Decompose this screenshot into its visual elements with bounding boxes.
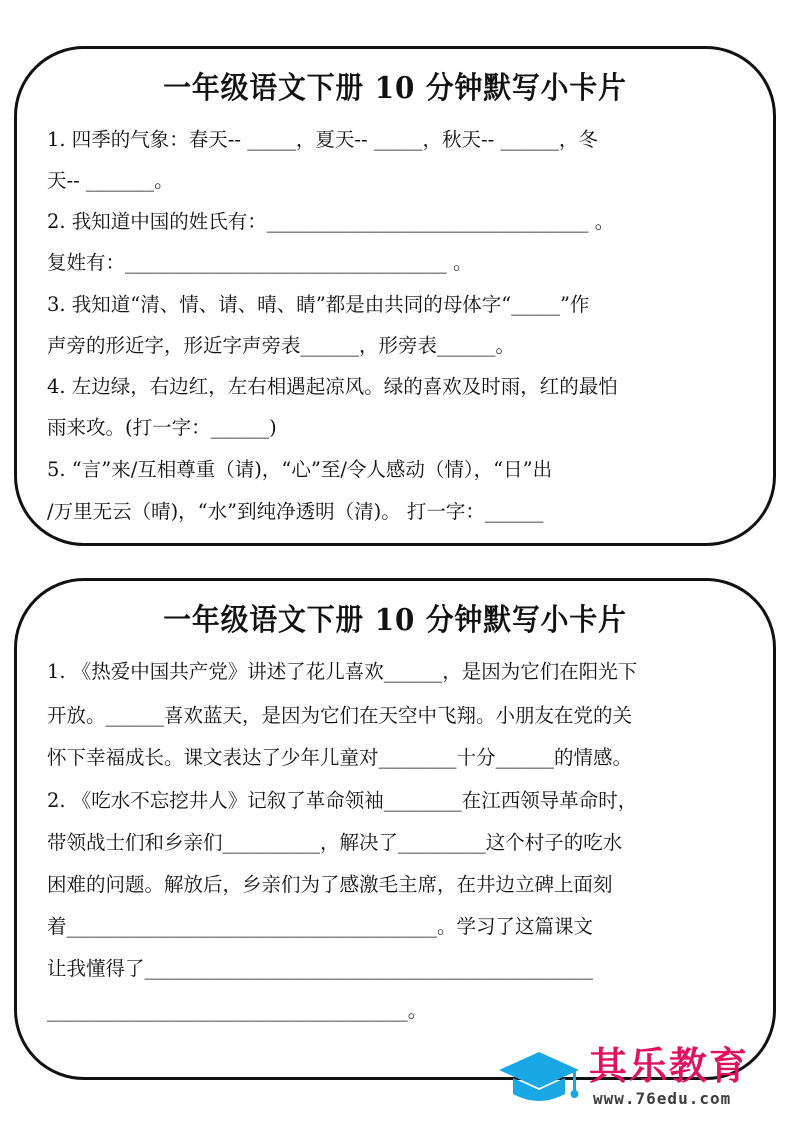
card-line: 开放。______喜欢蓝天，是因为它们在天空中飞翔。小朋友在党的关 <box>47 704 633 727</box>
card-line: 1. 《热爱中国共产党》讲述了花儿喜欢______，是因为它们在阳光下 <box>47 660 638 683</box>
graduation-cap-icon <box>493 1048 583 1110</box>
card-line: 1. 四季的气象：春天-- _____，夏天-- _____，秋天-- ______，冬 <box>47 128 598 151</box>
card-line: 困难的问题。解放后，乡亲们为了感激毛主席，在井边立碑上面刻 <box>47 873 613 896</box>
card-title: 一年级语文下册 10 分钟默写小卡片 <box>163 71 627 106</box>
card-line: 雨来攻。(打一字：______) <box>47 416 277 439</box>
brand-url: www.76edu.com <box>593 1089 732 1108</box>
dictation-card-1 <box>14 46 776 546</box>
card-line: 2. 我知道中国的姓氏有：_________________________________ 。 <box>47 210 615 233</box>
brand-name: 其乐教育 <box>589 1044 750 1088</box>
card-line: 让我懂得了______________________________________________ <box>47 957 594 980</box>
card-title: 一年级语文下册 10 分钟默写小卡片 <box>163 603 627 638</box>
card-line: 3. 我知道“清、情、请、晴、睛”都是由共同的母体字“_____”作 <box>47 293 590 316</box>
brand-logo <box>493 1042 783 1114</box>
card-line: 着______________________________________。学习了这篇课文 <box>47 915 594 938</box>
card-line: 声旁的形近字，形近字声旁表______，形旁表______。 <box>47 334 516 357</box>
card-line: _____________________________________。 <box>47 999 428 1022</box>
card-line: 怀下幸福成长。课文表达了少年儿童对________十分______的情感。 <box>47 746 633 769</box>
card-line: 2. 《吃水不忘挖井人》记叙了革命领袖________在江西领导革命时， <box>47 789 638 812</box>
card-line: 4. 左边绿，右边红，左右相遇起凉风。绿的喜欢及时雨，红的最怕 <box>47 375 618 398</box>
card-line: 带领战士们和乡亲们__________，解决了_________这个村子的吃水 <box>47 831 623 854</box>
card-line: /万里无云（晴)，“水”到纯净透明（清)。 打一字：______ <box>47 500 544 523</box>
card-line: 5. “言”来/互相尊重（请)，“心”至/令人感动（情），“日”出 <box>47 458 553 481</box>
dictation-card-2 <box>14 578 776 1080</box>
card-line: 复姓有：_________________________________ 。 <box>47 251 473 274</box>
card-line: 天-- _______。 <box>47 169 174 192</box>
